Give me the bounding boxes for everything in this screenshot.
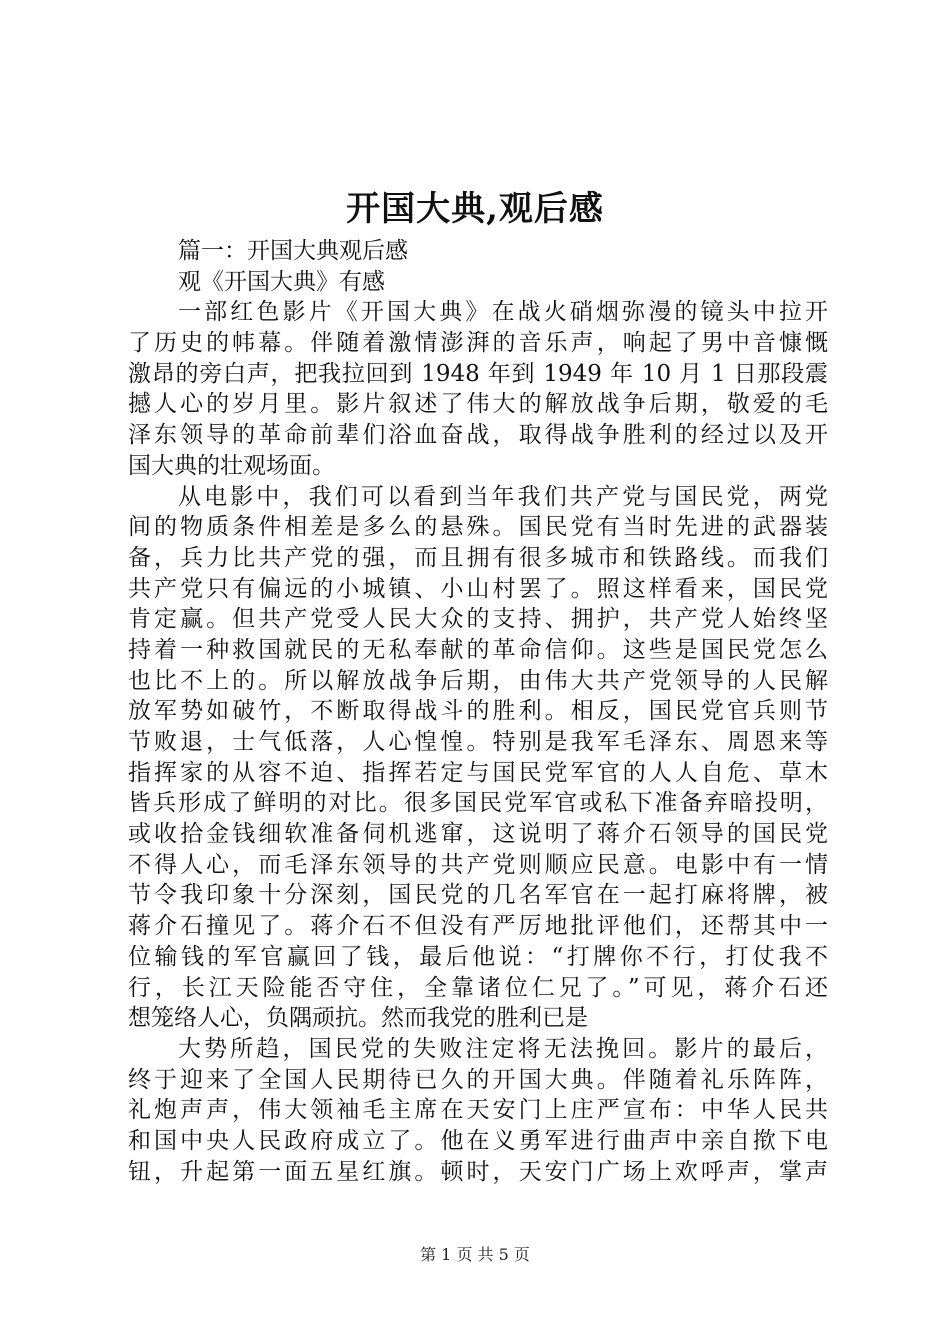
paragraph-line: 想笼络人心，负隅顽抗。然而我党的胜利已是 xyxy=(128,1005,588,1032)
paragraph-line: 节令我印象十分深刻，国民党的几名军官在一起打麻将牌，被 xyxy=(128,882,828,909)
paragraph-line: 泽东领导的革命前辈们浴血奋战，取得战争胜利的经过以及开 xyxy=(128,422,828,449)
paragraph-line: 节败退，士气低落，人心惶惶。特别是我军毛泽东、周恩来等 xyxy=(128,729,828,755)
paragraph-line: 激昂的旁白声，把我拉回到 1948 年到 1949 年 10 月 1 日那段震 xyxy=(128,360,828,387)
paragraph-line: 也比不上的。所以解放战争后期，由伟大共产党领导的人民解 xyxy=(128,667,828,694)
paragraph-line: 指挥家的从容不迫、指挥若定与国民党军官的人人自危、草木 xyxy=(128,759,828,786)
paragraph-line: 备，兵力比共产党的强，而且拥有很多城市和铁路线。而我们 xyxy=(128,544,828,571)
paragraph-line: 国大典的壮观场面。 xyxy=(128,452,335,479)
paragraph-line: 从电影中，我们可以看到当年我们共产党与国民党，两党 xyxy=(178,483,828,510)
paragraph-line: 和国中央人民政府成立了。他在义勇军进行曲声中亲自揿下电 xyxy=(128,1127,828,1154)
paragraph-line: 共产党只有偏远的小城镇、小山村罢了。照这样看来，国民党 xyxy=(128,575,828,602)
paragraph-line: 肯定赢。但共产党受人民大众的支持、拥护，共产党人始终坚 xyxy=(128,606,828,633)
page-footer: 第 1 页 共 5 页 xyxy=(420,1245,530,1264)
paragraph-line: 或收拾金钱细软准备伺机逃窜，这说明了蒋介石领导的国民党 xyxy=(128,821,828,848)
paragraph-line: 不得人心，而毛泽东领导的共产党则顺应民意。电影中有一情 xyxy=(128,851,828,878)
paragraph-line: 一部红色影片《开国大典》在战火硝烟弥漫的镜头中拉开 xyxy=(178,299,828,326)
paragraph-line: 持着一种救国就民的无私奉献的革命信仰。这些是国民党怎么 xyxy=(128,636,828,663)
paragraph-line: 皆兵形成了鲜明的对比。很多国民党军官或私下准备弃暗投明， xyxy=(128,790,828,817)
paragraph-line: 观《开国大典》有感 xyxy=(178,268,385,295)
paragraph-line: 撼人心的岁月里。影片叙述了伟大的解放战争后期，敬爱的毛 xyxy=(128,391,828,418)
paragraph-line: 大势所趋，国民党的失败注定将无法挽回。影片的最后， xyxy=(178,1035,828,1062)
document-title: 开国大典,观后感 xyxy=(346,189,604,229)
paragraph-line: 了历史的帏幕。伴随着激情澎湃的音乐声，响起了男中音慷慨 xyxy=(128,330,828,357)
paragraph-line: 礼炮声声，伟大领袖毛主席在天安门上庄严宣布：中华人民共 xyxy=(128,1097,828,1124)
paragraph-line: 位输钱的军官赢回了钱，最后他说：“打牌你不行，打仗我不 xyxy=(128,943,828,970)
paragraph-line: 放军势如破竹，不断取得战斗的胜利。相反，国民党官兵则节 xyxy=(128,698,828,725)
paragraph-line: 间的物质条件相差是多么的悬殊。国民党有当时先进的武器装 xyxy=(128,514,828,541)
paragraph-line: 终于迎来了全国人民期待已久的开国大典。伴随着礼乐阵阵， xyxy=(128,1066,828,1093)
paragraph-line: 钮，升起第一面五星红旗。顿时，天安门广场上欢呼声，掌声 xyxy=(128,1158,828,1185)
paragraph-line: 篇一：开国大典观后感 xyxy=(178,238,408,264)
paragraph-line: 蒋介石撞见了。蒋介石不但没有严厉地批评他们，还帮其中一 xyxy=(128,913,828,940)
paragraph-line: 行，长江天险能否守住，全靠诸位仁兄了。”可见，蒋介石还 xyxy=(128,974,828,1001)
document-body xyxy=(128,236,828,1187)
